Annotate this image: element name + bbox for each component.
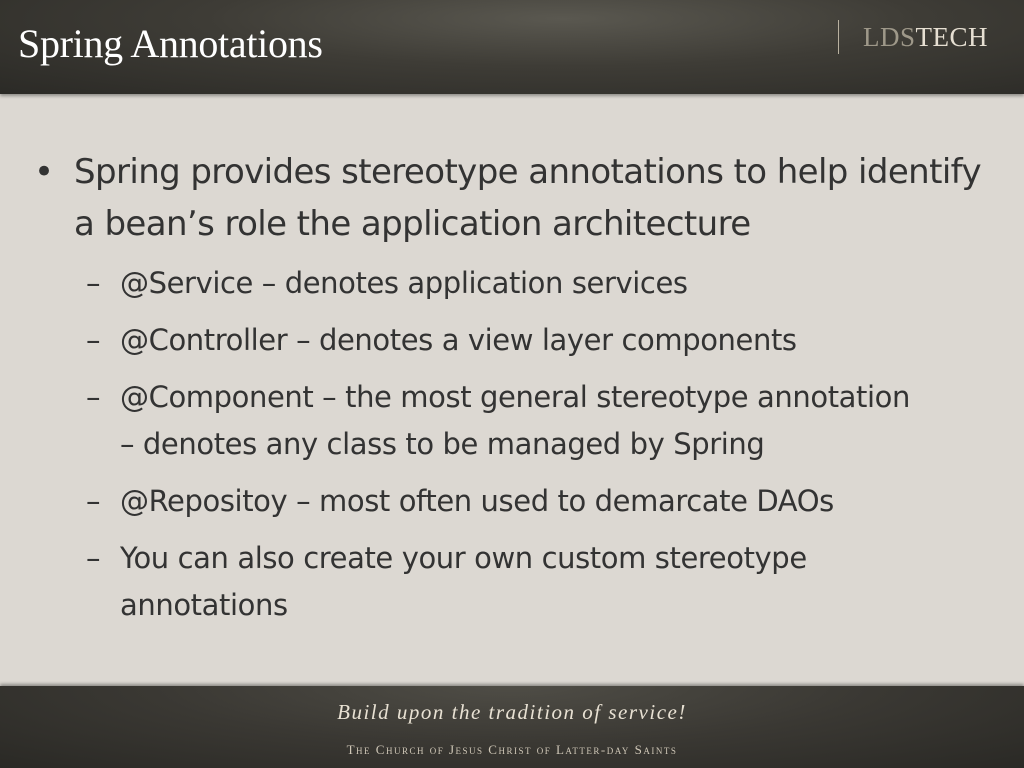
- sub-bullet-text: @Repositoy – most often used to demarcate DAOs: [120, 484, 834, 518]
- sub-bullet-text: @Component – the most general stereotype annotation – denotes any class to be managed by Spring: [120, 380, 911, 461]
- bullet-marker: •: [34, 152, 55, 192]
- footer-tagline: Build upon the tradition of service!: [337, 700, 687, 724]
- sub-bullet-repository: [86, 478, 986, 525]
- slide-title: Spring Annotations: [18, 21, 323, 66]
- slide-content: [0, 94, 1024, 686]
- sub-bullet-list: [86, 260, 986, 639]
- sub-bullet-controller: [86, 317, 986, 364]
- sub-bullet-custom: [86, 535, 986, 629]
- main-bullet-text: Spring provides stereotype annotations to help identify a bean’s role the application architecture: [74, 152, 981, 244]
- footer-church-name: The Church of Jesus Christ of Latter-day Saints: [346, 742, 678, 757]
- dash-marker: –: [86, 380, 101, 414]
- dash-marker: –: [86, 484, 101, 518]
- sub-bullet-text: @Service – denotes application services: [120, 266, 688, 300]
- sub-bullet-text: @Controller – denotes a view layer components: [120, 323, 797, 357]
- dash-marker: –: [86, 266, 101, 300]
- slide-header: [0, 0, 1024, 94]
- dash-marker: –: [86, 541, 101, 575]
- sub-bullet-text: You can also create your own custom stereotype annotations: [120, 541, 807, 622]
- dash-marker: –: [86, 323, 101, 357]
- ldstech-logo: [838, 20, 988, 54]
- logo-divider: [838, 20, 839, 54]
- sub-bullet-service: [86, 260, 986, 307]
- sub-bullet-component: [86, 374, 986, 468]
- slide-footer: [0, 686, 1024, 768]
- logo-tech-text: TECH: [915, 21, 989, 52]
- logo-lds-text: LDS: [863, 21, 916, 52]
- main-bullet: [34, 146, 994, 250]
